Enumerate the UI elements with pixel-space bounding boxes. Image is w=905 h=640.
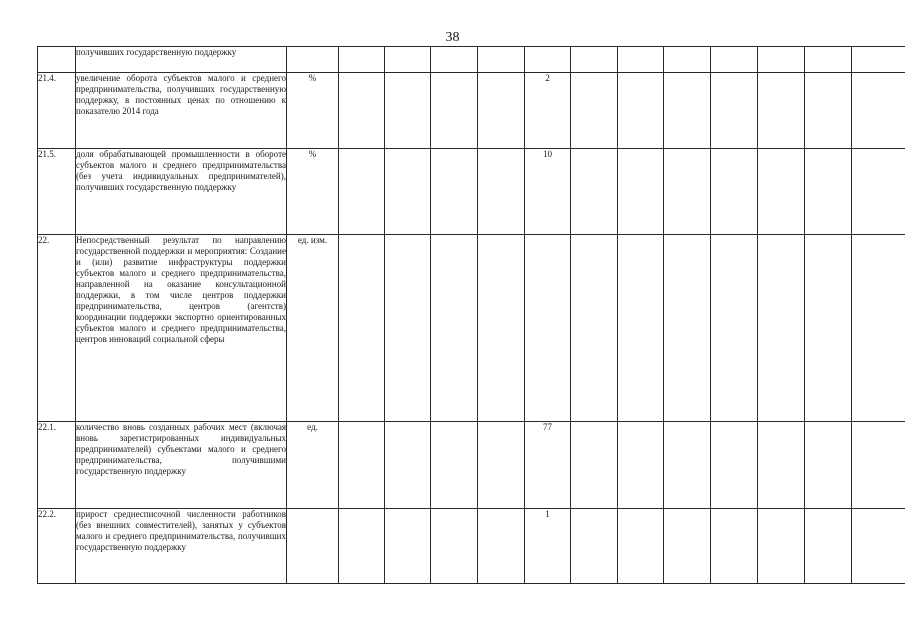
empty-cell <box>711 149 758 235</box>
empty-cell <box>571 73 618 149</box>
empty-cell <box>711 422 758 509</box>
empty-cell <box>431 422 478 509</box>
empty-cell <box>711 47 758 73</box>
empty-cell <box>339 73 385 149</box>
empty-cell <box>805 509 852 584</box>
empty-cell <box>431 235 478 422</box>
row-unit: % <box>287 73 339 149</box>
empty-cell <box>431 149 478 235</box>
empty-cell <box>478 47 525 73</box>
page-number: 38 <box>445 30 460 45</box>
empty-cell <box>852 422 905 509</box>
empty-cell <box>618 509 664 584</box>
empty-cell <box>664 149 711 235</box>
empty-cell <box>805 422 852 509</box>
table-row <box>38 149 905 235</box>
row-unit: ед. <box>287 422 339 509</box>
empty-cell <box>664 422 711 509</box>
empty-cell <box>758 47 805 73</box>
row-description: доля обрабатывающей промышленности в обороте субъектов малого и среднего предпринимательства (без учета индивидуальных предпринимателей), получивших государственную поддержку <box>76 149 287 235</box>
empty-cell <box>852 73 905 149</box>
empty-cell <box>805 47 852 73</box>
empty-cell <box>385 509 431 584</box>
empty-cell <box>758 422 805 509</box>
empty-cell <box>758 149 805 235</box>
empty-cell <box>664 47 711 73</box>
empty-cell <box>618 73 664 149</box>
empty-cell <box>805 235 852 422</box>
empty-cell <box>478 235 525 422</box>
empty-cell <box>664 509 711 584</box>
empty-cell <box>431 73 478 149</box>
row-number <box>38 47 76 73</box>
row-value <box>525 235 571 422</box>
empty-cell <box>571 47 618 73</box>
row-description: получивших государственную поддержку <box>76 47 287 73</box>
row-description: увеличение оборота субъектов малого и среднего предпринимательства, получивших государственную поддержку, в постоянных ценах по отношению к показателю 2014 года <box>76 73 287 149</box>
empty-cell <box>478 149 525 235</box>
table-row <box>38 73 905 149</box>
row-value: 77 <box>525 422 571 509</box>
table-row <box>38 47 905 73</box>
empty-cell <box>664 73 711 149</box>
empty-cell <box>711 73 758 149</box>
indicator-table <box>37 46 905 584</box>
empty-cell <box>339 235 385 422</box>
empty-cell <box>339 509 385 584</box>
empty-cell <box>385 422 431 509</box>
empty-cell <box>385 149 431 235</box>
empty-cell <box>385 235 431 422</box>
row-value: 2 <box>525 73 571 149</box>
table-row <box>38 422 905 509</box>
empty-cell <box>431 509 478 584</box>
empty-cell <box>618 422 664 509</box>
empty-cell <box>805 149 852 235</box>
empty-cell <box>852 47 905 73</box>
empty-cell <box>711 235 758 422</box>
empty-cell <box>431 47 478 73</box>
empty-cell <box>478 509 525 584</box>
row-description: прирост среднесписочной численности работников (без внешних совместителей), занятых у субъектов малого и среднего предпринимательства, получивших государственную поддержку <box>76 509 287 584</box>
table-row <box>38 509 905 584</box>
empty-cell <box>852 235 905 422</box>
row-number: 21.5. <box>38 149 76 235</box>
row-value: 10 <box>525 149 571 235</box>
empty-cell <box>758 73 805 149</box>
empty-cell <box>758 509 805 584</box>
empty-cell <box>711 509 758 584</box>
empty-cell <box>758 235 805 422</box>
empty-cell <box>805 73 852 149</box>
empty-cell <box>618 149 664 235</box>
empty-cell <box>664 235 711 422</box>
row-number: 22. <box>38 235 76 422</box>
empty-cell <box>385 47 431 73</box>
table-row <box>38 235 905 422</box>
empty-cell <box>339 422 385 509</box>
row-number: 21.4. <box>38 73 76 149</box>
row-description: Непосредственный результат по направлению государственной поддержки и мероприятия: Создание и (или) развитие инфраструктуры поддержки субъектов малого и среднего предпринимательства, направленной на оказание консультационной поддержки, в том числе центров поддержки предпринимательства, центров (агентств) координации поддержки экспортно ориентированных субъектов малого и среднего предпринимательства, центров инноваций социальной сферы <box>76 235 287 422</box>
row-number: 22.2. <box>38 509 76 584</box>
row-value: 1 <box>525 509 571 584</box>
empty-cell <box>618 47 664 73</box>
empty-cell <box>618 235 664 422</box>
empty-cell <box>478 422 525 509</box>
empty-cell <box>385 73 431 149</box>
empty-cell <box>571 235 618 422</box>
empty-cell <box>571 509 618 584</box>
empty-cell <box>571 422 618 509</box>
row-unit <box>287 509 339 584</box>
empty-cell <box>339 47 385 73</box>
empty-cell <box>478 73 525 149</box>
row-unit <box>287 47 339 73</box>
empty-cell <box>852 149 905 235</box>
row-unit: % <box>287 149 339 235</box>
row-unit: ед. изм. <box>287 235 339 422</box>
row-value <box>525 47 571 73</box>
row-number: 22.1. <box>38 422 76 509</box>
empty-cell <box>852 509 905 584</box>
empty-cell <box>571 149 618 235</box>
empty-cell <box>339 149 385 235</box>
row-description: количество вновь созданных рабочих мест (включая вновь зарегистрированных индивидуальных предпринимателей) субъектами малого и среднего предпринимательства, получившими государственную поддержку <box>76 422 287 509</box>
